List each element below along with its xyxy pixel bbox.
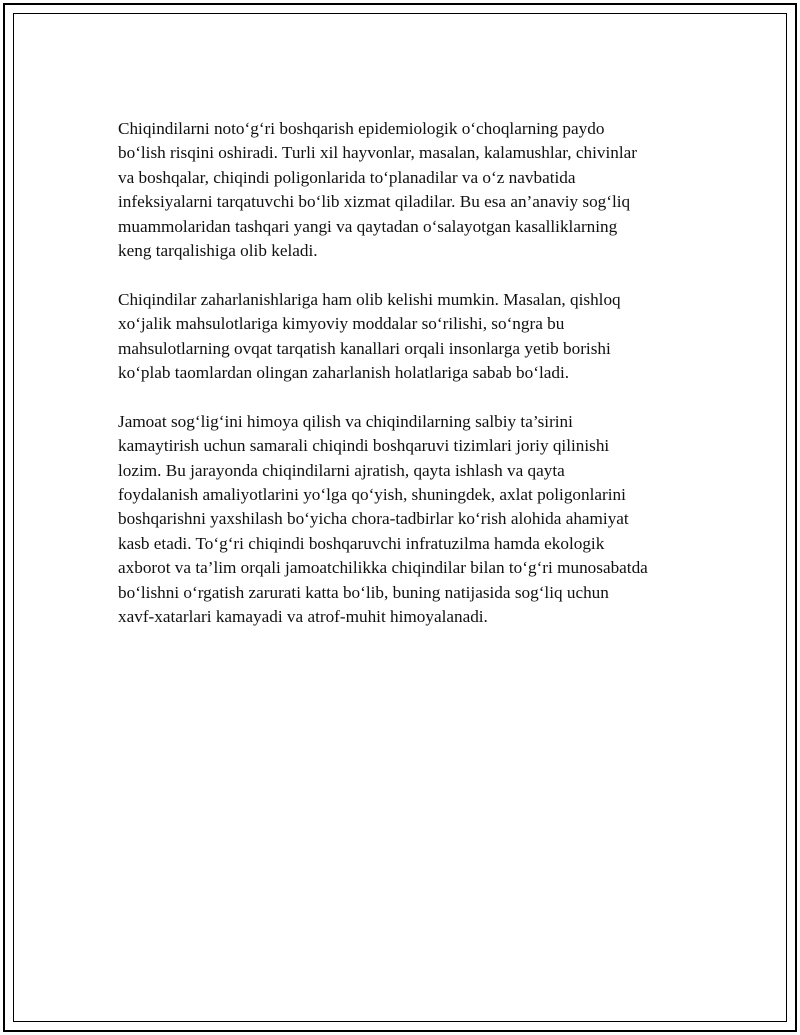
paragraph-line: bo‘lish risqini oshiradi. Turli xil hayvonlar, masalan, kalamushlar, chivinlar [118, 143, 637, 163]
paragraph-2 [118, 288, 698, 386]
paragraph-line: mahsulotlarning ovqat tarqatish kanallari orqali insonlarga yetib borishi [118, 338, 611, 358]
paragraph-1 [118, 117, 698, 263]
paragraph-line: keng tarqalishiga olib keladi. [118, 241, 318, 261]
paragraph-line: lozim. Bu jarayonda chiqindilarni ajratish, qayta ishlash va qayta [118, 460, 565, 480]
paragraph-line: kamaytirish uchun samarali chiqindi boshqaruvi tizimlari joriy qilinishi [118, 436, 610, 456]
paragraph-line: kasb etadi. To‘g‘ri chiqindi boshqaruvchi infratuzilma hamda ekologik [118, 533, 605, 553]
paragraph-line: va boshqalar, chiqindi poligonlarida to‘planadilar va o‘z navbatida [118, 167, 576, 187]
paragraph-line: xavf-xatarlari kamayadi va atrof-muhit himoyalanadi. [118, 607, 488, 627]
paragraph-line: Chiqindilarni noto‘g‘ri boshqarish epidemiologik o‘choqlarning paydo [118, 119, 605, 138]
paragraph-line: ko‘plab taomlardan olingan zaharlanish holatlariga sabab bo‘ladi. [118, 363, 570, 383]
paragraph-line: xo‘jalik mahsulotlariga kimyoviy moddalar so‘rilishi, so‘ngra bu [118, 314, 565, 334]
paragraph-line: boshqarishni yaxshilash bo‘yicha chora-tadbirlar ko‘rish alohida ahamiyat [118, 509, 629, 529]
paragraph-line: muammolaridan tashqari yangi va qaytadan o‘salayotgan kasalliklarning [118, 216, 618, 236]
paragraph-line: Chiqindilar zaharlanishlariga ham olib kelishi mumkin. Masalan, qishloq [118, 289, 621, 309]
document-body [118, 117, 698, 654]
paragraph-line: Jamoat sog‘lig‘ini himoya qilish va chiqindilarning salbiy ta’sirini [118, 411, 573, 431]
paragraph-line: axborot va ta’lim orqali jamoatchilikka chiqindilar bilan to‘g‘ri munosabatda [118, 558, 648, 578]
paragraph-3 [118, 410, 698, 630]
paragraph-line: bo‘lishni o‘rgatish zarurati katta bo‘lib, buning natijasida sog‘liq uchun [118, 582, 609, 602]
paragraph-line: foydalanish amaliyotlarini yo‘lga qo‘yish, shuningdek, axlat poligonlarini [118, 485, 626, 505]
paragraph-line: infeksiyalarni tarqatuvchi bo‘lib xizmat qiladilar. Bu esa an’anaviy sog‘liq [118, 192, 631, 212]
